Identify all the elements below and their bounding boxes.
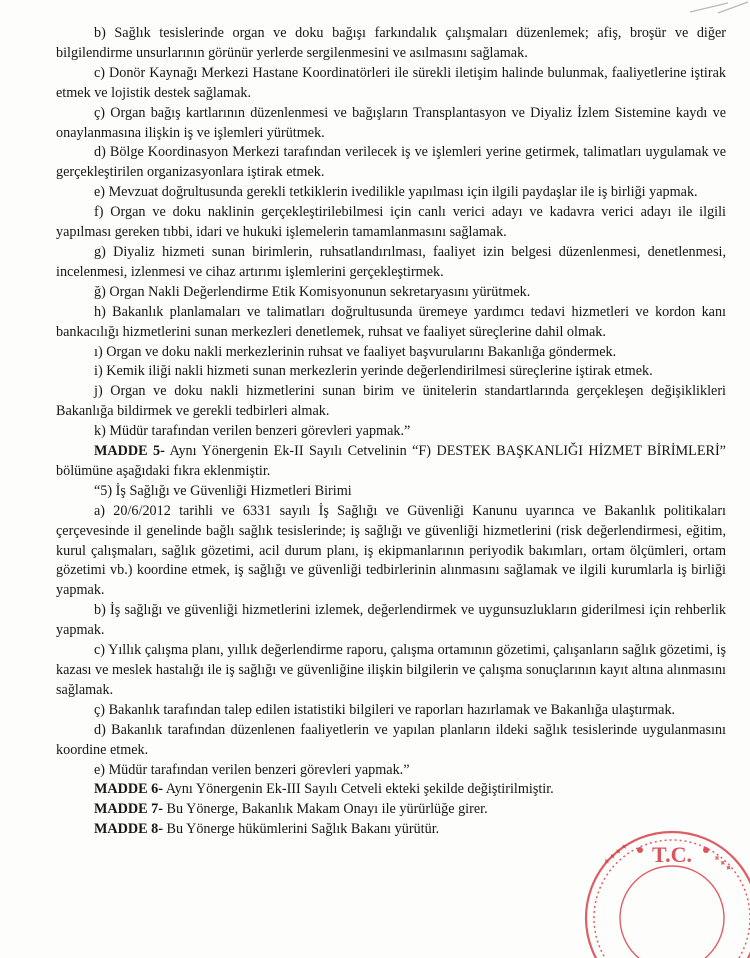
para-b: b) Sağlık tesislerinde organ ve doku bağışı farkındalık çalışmaları düzenlemek; afiş, broşür ve diğer bilgilendirme unsurlarının görünür yerlerde sergilenmesini ve asılmasını sağlamak. (56, 25, 726, 61)
svg-text:✦✦✦: ✦✦✦ (710, 851, 735, 875)
madde-5 (56, 442, 726, 482)
para-d: d) Bölge Koordinasyon Merkezi tarafından verilecek iş ve işlemleri yerine getirmek, talimatları uygulamak ve gerçekleştirilen organizasyonlara iştirak etmek. (56, 144, 726, 181)
document-body (56, 24, 726, 840)
pen-mark (688, 0, 750, 14)
madde-6 (56, 780, 726, 800)
para-f: f) Organ ve doku naklinin gerçekleştirilebilmesi için canlı verici adayı ve kadavra verici adayı ile ilgili yapılması gereken tıbbi, idari ve hukuki işlemelerin tamamlanmasını sağlamak. (56, 204, 726, 241)
para-cc: ç) Organ bağış kartlarının düzenlenmesi ve bağışların Transplantasyon ve Diyaliz İzlem Sistemine kaydı ve onaylanmasına ilişkin iş ve işlemleri yürütmek. (56, 104, 726, 141)
section-5-d: d) Bakanlık tarafından düzenlenen faaliyetlerin ve yapılan planların ildeki sağlık tesislerinde uygulanmasını koordine etmek. (56, 721, 726, 758)
para-h: h) Bakanlık planlamaları ve talimatları doğrultusunda üremeye yardımcı tedavi hizmetleri ve kordon kanı bankacılığı hizmetlerini sunan merkezleri denetlemek, ruhsat ve faaliyet süreçlerine dahil olmak. (56, 303, 726, 340)
madde-8-text: Bu Yönerge hükümlerini Sağlık Bakanı yürütür. (162, 821, 440, 838)
section-5-b: b) İş sağlığı ve güvenliği hizmetlerini izlemek, değerlendirmek ve uygunsuzlukların giderilmesi için rehberlik yapmak. (56, 602, 726, 639)
section-5-a: a) 20/6/2012 tarihli ve 6331 sayılı İş Sağlığı ve Güvenliği Kanunu uyarınca ve Bakanlık politikaları çerçevesinde il genelinde bağlı sağlık tesislerinde; iş sağlığı ve güvenliği hizmetlerini (risk değerlendirmesi, eğitim, kurul çalışmaları, sağlık gözetimi, acil durum planı, iş ekipmanlarının periyodik bakımları, ortam ölçümleri, ortam gözetimi vb.) koordine etmek, iş sağlığı ve güvenliği tedbirlerinin alınmasını sağlamak ve ilgili kurumlarla iş birliği yapmak. (56, 502, 726, 599)
para-dotless-i: ı) Organ ve doku nakli merkezlerinin ruhsat ve faaliyet başvurularını Bakanlığa göndermek. (94, 343, 617, 360)
seal-text: T.C. (652, 842, 692, 867)
madde-7-text: Bu Yönerge, Bakanlık Makam Onayı ile yürürlüğe girer. (162, 801, 488, 818)
official-seal (572, 818, 750, 958)
para-e: e) Mevzuat doğrultusunda gerekli tetkiklerin ivedilikle yapılması için ilgili paydaşlar ile iş birliği yapmak. (94, 184, 698, 201)
para-k: k) Müdür tarafından verilen benzeri görevleri yapmak.” (94, 423, 411, 440)
para-c: c) Donör Kaynağı Merkezi Hastane Koordinatörleri ile sürekli iletişim halinde bulunmak, faaliyetlerine iştirak etmek ve lojistik destek sağlamak. (56, 64, 726, 101)
madde-8-label: MADDE 8- (94, 821, 163, 838)
section-5-c: c) Yıllık çalışma planı, yıllık değerlendirme raporu, çalışma ortamının gözetimi, çalışanların sağlık gözetimi, iş kazası ve meslek hastalığı ile iş sağlığı ve güvenliğine ilişkin bilgilerin ve çalışma sonuçlarının kayıt altına alınmasını sağlamak. (56, 642, 726, 698)
madde-5-label: MADDE 5- (94, 443, 165, 460)
para-i: i) Kemik iliği nakli hizmeti sunan merkezlerin yerinde değerlendirilmesi süreçlerine iştirak etmek. (94, 363, 653, 380)
madde-5-text: Aynı Yönergenin Ek-II Sayılı Cetvelinin “F) DESTEK BAŞKANLIĞI HİZMET BİRİMLERİ” bölümüne aşağıdaki fıkra eklenmiştir. (56, 443, 726, 479)
section-5-cc: ç) Bakanlık tarafından talep edilen istatistiki bilgileri ve raporları hazırlamak ve Bakanlığa ulaştırmak. (94, 701, 676, 718)
para-gg: ğ) Organ Nakli Değerlendirme Etik Komisyonunun sekretaryasını yürütmek. (94, 283, 531, 300)
madde-6-label: MADDE 6- (94, 781, 163, 798)
madde-7-label: MADDE 7- (94, 801, 163, 818)
section-5-e: e) Müdür tarafından verilen benzeri görevleri yapmak.” (94, 761, 410, 778)
para-g: g) Diyaliz hizmeti sunan birimlerin, ruhsatlandırılması, faaliyet izin belgesi düzenlenmesi, denetlenmesi, incelenmesi, izlenmesi ve cihaz artırımı işlemlerini gerçekleştirmek. (56, 243, 726, 280)
para-j: j) Organ ve doku nakli hizmetlerini sunan birim ve ünitelerin standartlarında gerçekleşen değişiklikleri Bakanlığa bildirmek ve gerekli tedbirleri almak. (56, 383, 726, 420)
svg-text:✦✦✦✦: ✦✦✦✦ (600, 840, 631, 868)
section-5-title: “5) İş Sağlığı ve Güvenliği Hizmetleri Birimi (94, 482, 352, 499)
madde-6-text: Aynı Yönergenin Ek-III Sayılı Cetveli ekteki şekilde değiştirilmiştir. (162, 781, 554, 798)
